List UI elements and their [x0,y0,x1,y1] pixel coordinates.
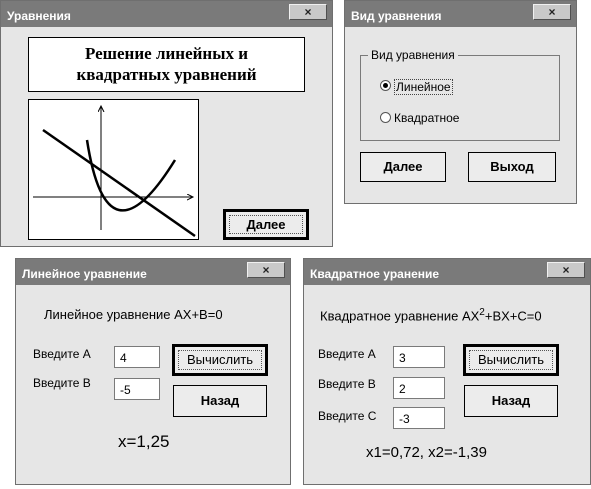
close-icon[interactable]: × [533,4,571,20]
equation-heading: Квадратное уравнение $AX^2+BX+C=0$ [320,307,542,324]
line-curve [43,130,195,236]
label-a: Введите A [33,347,91,361]
equation-type-window [344,0,577,204]
radio-linear-label[interactable]: Линейное [396,80,451,94]
result-text: x1=0,72, x2=-1,39 [366,444,487,461]
radio-quadratic[interactable] [380,112,391,123]
label-b: Введите B [318,377,376,391]
close-icon[interactable]: × [547,262,585,278]
graph-picture [28,99,199,240]
input-b[interactable]: -5 [114,378,160,400]
window-title: Уравнения [7,9,71,23]
calculate-button[interactable]: Вычислить [173,345,267,375]
window-title: Линейное уравнение [22,267,147,281]
label-b: Введите B [33,376,91,390]
equations-window [0,0,333,247]
result-text: x=1,25 [118,432,170,451]
next-button[interactable]: Далее [224,210,308,239]
label-a: Введите A [318,347,376,361]
back-button[interactable]: Назад [173,385,267,417]
title-frame [28,37,305,92]
input-a[interactable]: 4 [114,346,160,368]
parabola-line-graph [29,100,198,239]
window-titlebar[interactable] [1,1,332,27]
close-icon[interactable]: × [247,262,285,278]
quadratic-equation-window [303,258,591,485]
exit-button[interactable]: Выход [468,152,556,182]
radio-quadratic-label[interactable]: Квадратное [394,111,460,125]
type-groupbox [360,55,560,141]
heading-line-2: квадратных уравнений [76,65,257,84]
window-title: Квадратное уранение [310,267,440,281]
radio-linear[interactable] [380,80,391,91]
next-button[interactable]: Далее [360,152,446,182]
calculate-button[interactable]: Вычислить [464,345,558,375]
window-title: Вид уравнения [351,9,442,23]
linear-equation-window [15,258,291,485]
group-label: Вид уравнения [368,48,458,62]
label-c: Введите C [318,409,377,423]
input-a[interactable]: 3 [393,346,445,368]
back-button[interactable]: Назад [464,385,558,417]
equation-heading: Линейное уравнение AX+B=0 [44,307,223,322]
heading-line-1: Решение линейных и [84,44,249,63]
input-b[interactable]: 2 [393,377,445,399]
close-icon[interactable]: × [289,4,327,20]
input-c[interactable]: -3 [393,407,445,429]
exponent: 2 [479,307,485,318]
parabola-curve [87,140,175,210]
